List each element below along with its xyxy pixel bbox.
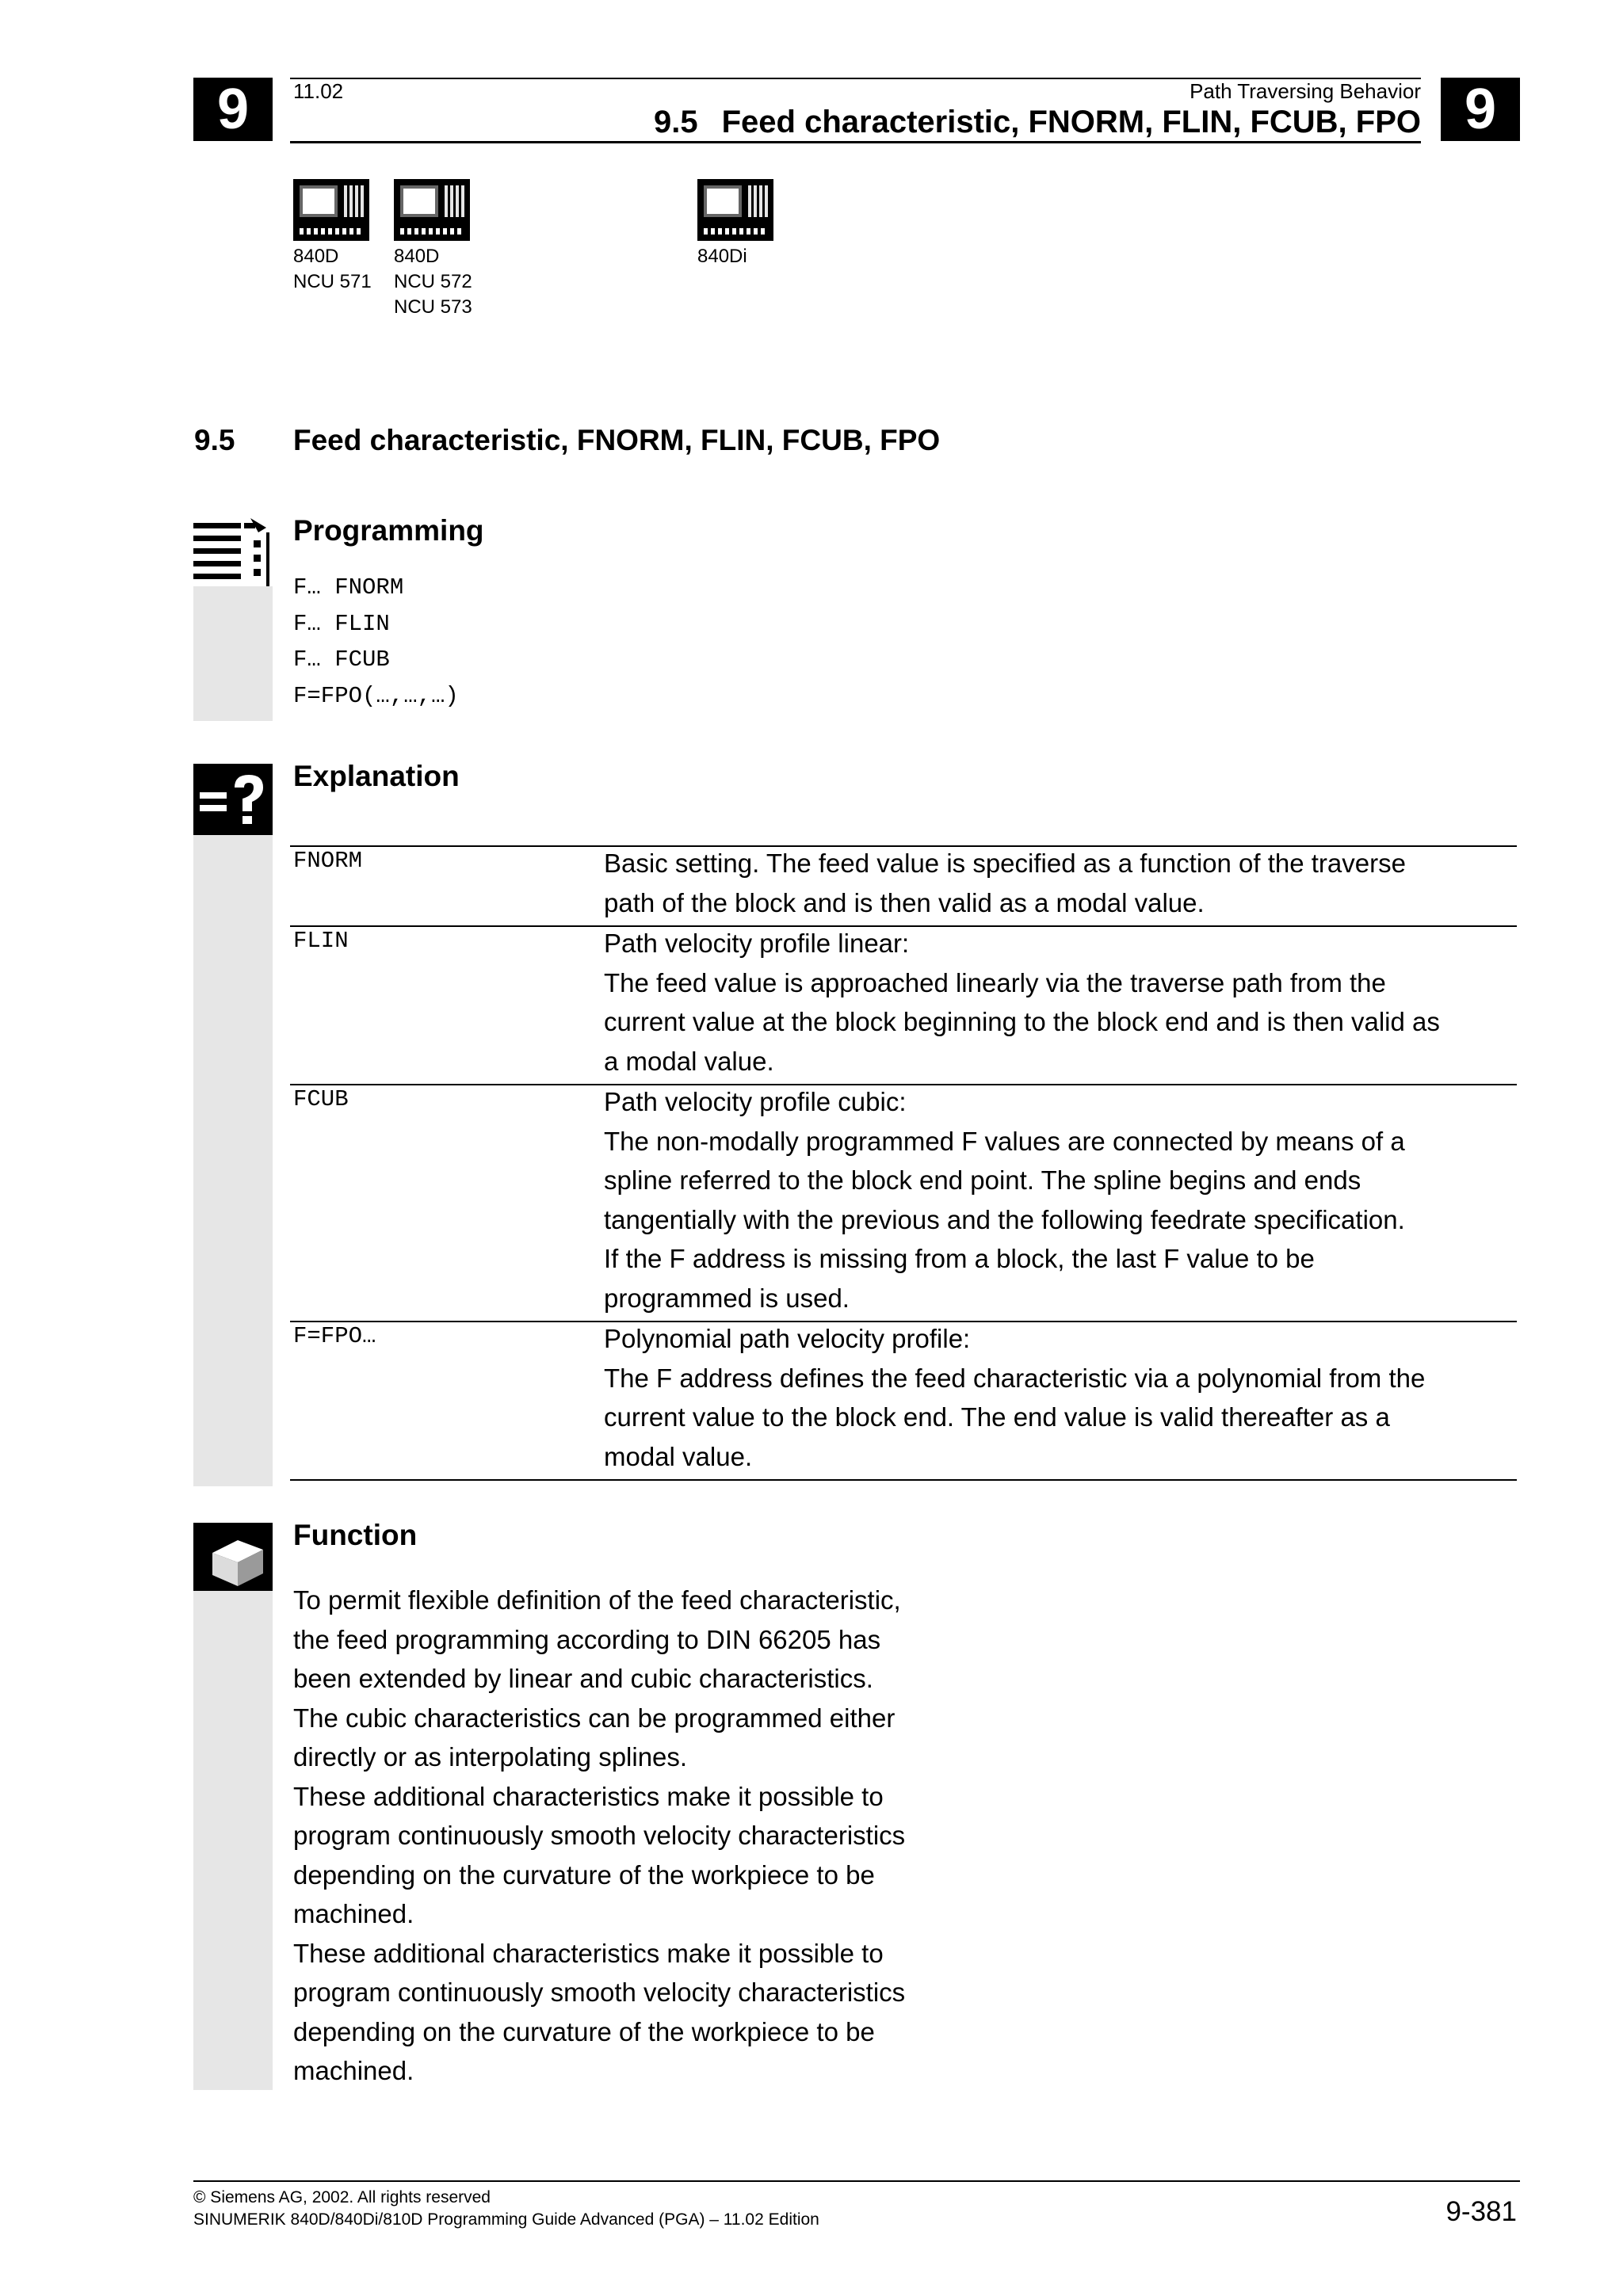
controller-panel-icon	[697, 179, 773, 241]
chapter-title: Path Traversing Behavior	[1190, 79, 1421, 103]
controller-label: 840Di	[697, 246, 747, 267]
function-sidebar	[193, 1523, 273, 2090]
programming-line: F… FCUB	[293, 646, 390, 673]
controller-panel-icon	[394, 179, 470, 241]
programming-line: F=FPO(…,…,…)	[293, 683, 459, 709]
function-paragraph: To permit flexible definition of the feed characteristic, the feed programming according to DIN 66205 has been extended by linear and cubic characteristics. The cubic characteristics can be programmed either directly or as interpolating splines. These additional characteristics make it possible to program continuously smooth velocity characteristics depending on the curvature of the workpiece to be machined. These additional characteristics make it possible to program continuously smooth velocity characteristics depending on the curvature of the workpiece to be machined.	[293, 1585, 906, 2085]
program-listing-icon	[193, 518, 273, 586]
programming-line: F… FNORM	[293, 574, 404, 601]
edition-date: 11.02	[293, 79, 344, 103]
controller-label: 840D NCU 572 NCU 573	[394, 246, 472, 318]
explanation-icon	[193, 764, 273, 835]
footer-guide-title: SINUMERIK 840D/840Di/810D Programming Guide Advanced (PGA) – 11.02 Edition	[193, 2210, 819, 2229]
page-number: 9-381	[1445, 2196, 1517, 2227]
controller-label: 840D NCU 571	[293, 246, 372, 292]
table-description: Polynomial path velocity profile: The F address defines the feed characteristic via a polynomial from the current value to the block end. The end value is valid thereafter as a modal value.	[604, 1324, 1426, 1471]
table-description: Basic setting. The feed value is specified as a function of the traverse path of the block and is then valid as a modal value.	[604, 849, 1406, 917]
table-term: FCUB	[293, 1086, 349, 1112]
table-term: F=FPO…	[293, 1323, 376, 1349]
programming-line: F… FLIN	[293, 611, 390, 637]
table-rule	[290, 1479, 1517, 1481]
controller-panel-icon	[293, 179, 369, 241]
footer-rule	[193, 2180, 1520, 2182]
header-section-number: 9.5	[654, 105, 698, 139]
function-heading: Function	[293, 1519, 418, 1551]
table-term: FLIN	[293, 928, 349, 954]
chapter-tab-left: 9	[193, 78, 273, 141]
section-number: 9.5	[194, 424, 235, 456]
programming-heading: Programming	[293, 514, 484, 547]
chapter-tab-right: 9	[1441, 78, 1520, 141]
explanation-sidebar	[193, 764, 273, 1486]
explanation-heading: Explanation	[293, 760, 460, 792]
header-section-title	[654, 105, 1421, 140]
table-description: Path velocity profile cubic: The non-modally programmed F values are connected by means of a spline referred to the block end point. The spline begins and ends tangentially with the previous and the following feedrate specification. If the F address is missing from a block, the last F value to be programmed is used.	[604, 1087, 1405, 1313]
footer-copyright: © Siemens AG, 2002. All rights reserved	[193, 2188, 491, 2206]
table-description: Path velocity profile linear: The feed value is approached linearly via the traverse path from the current value at the block beginning to the block end and is then valid as a modal value.	[604, 929, 1440, 1076]
header-rule-bottom	[290, 141, 1421, 143]
header-section-text: Feed characteristic, FNORM, FLIN, FCUB, FPO	[721, 105, 1421, 139]
table-term: FNORM	[293, 848, 363, 874]
section-title: Feed characteristic, FNORM, FLIN, FCUB, FPO	[293, 424, 941, 456]
function-cube-icon	[193, 1523, 273, 1591]
